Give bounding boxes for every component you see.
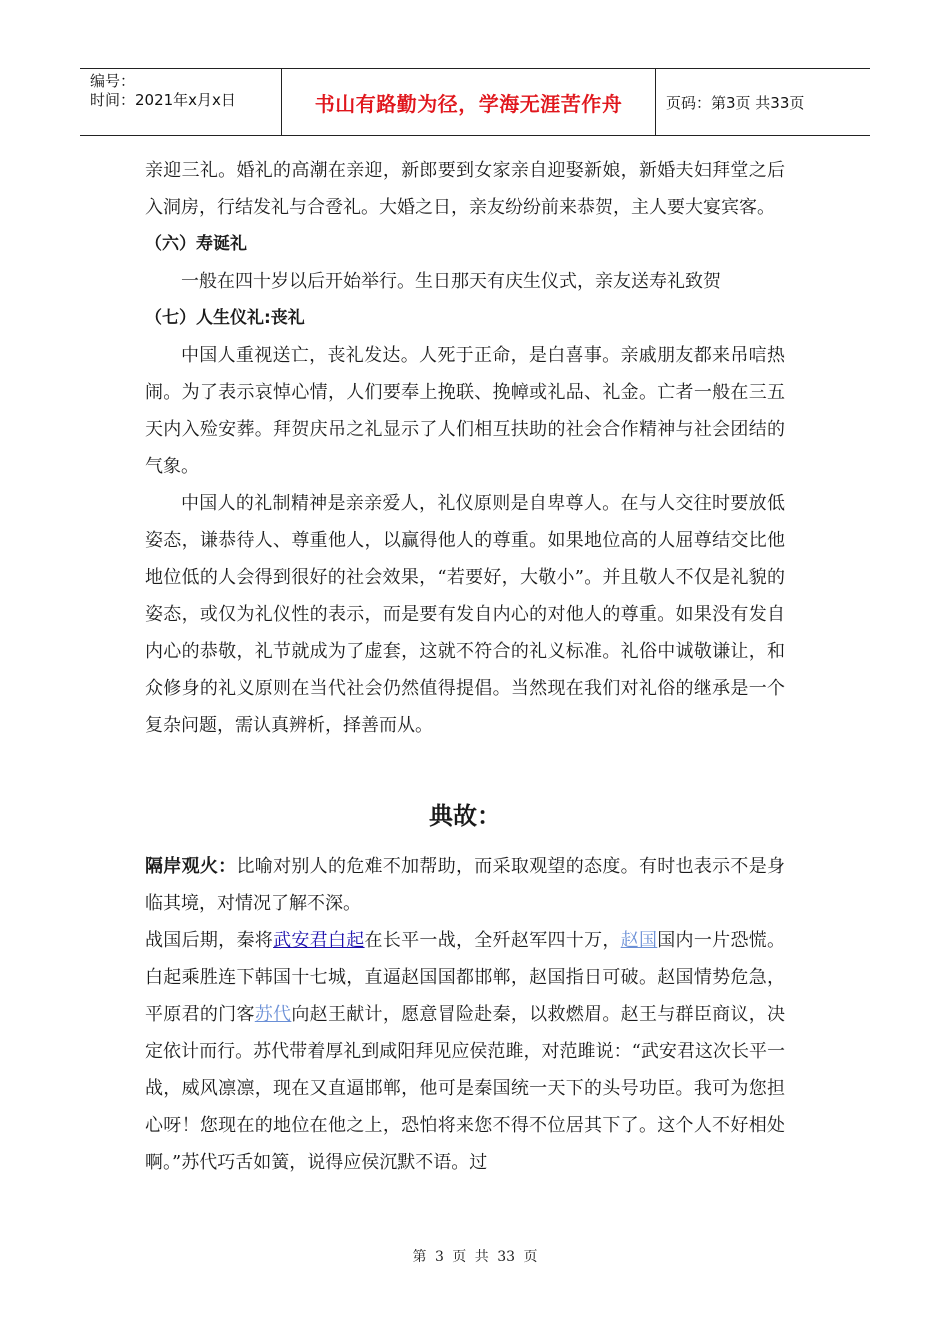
link-bai-qi[interactable]: 武安君白起 (273, 930, 365, 951)
link-su-dai[interactable]: 苏代 (254, 1004, 292, 1025)
paragraph-etiquette-spirit: 中国人的礼制精神是亲亲爱人，礼仪原则是自卑尊人。在与人交往时要放低姿态，谦恭待人、尊重他人，以赢得他人的尊重。如果地位高的人屈尊结交比他地位低的人会得到很好的社会效果，“若要好，大敬小”。并且敬人不仅是礼貌的姿态，或仅为礼仪性的表示，而是要有发自内心的对他人的尊重。如果没有发自内心的恭敬，礼节就成为了虚套，这就不符合的礼义标准。礼俗中诚敬谦让，和众修身的礼义原则在当代社会仍然值得提倡。当然现在我们对礼俗的继承是一个复杂问题，需认真辨析，择善而从。 (145, 493, 785, 736)
story-text: 向赵王献计，愿意冒险赴秦，以救燃眉。赵王与群臣商议，决定依计而行。苏代带着厚礼到咸阳拜见应侯范雎，对范雎说：“武安君这次长平一战，威风凛凛，现在又直逼邯郸，他可是秦国统一天下的头号功臣。我可为您担心呀！您现在的地位在他之上，恐怕将来您不得不位居其下了。这个人不好相处啊。”苏代巧舌如簧，说得应侯沉默不语。过 (145, 1004, 786, 1173)
heading-birthday-rite: （六）寿诞礼 (145, 234, 247, 254)
paragraph-funeral: 中国人重视送亡，丧礼发达。人死于正命，是白喜事。亲戚朋友都来吊唁热闹。为了表示哀悼心情，人们要奉上挽联、挽幛或礼品、礼金。亡者一般在三五天内入殓安葬。拜贺庆吊之礼显示了人们相互扶助的社会合作精神与社会团结的气象。 (145, 345, 785, 477)
story-text: 国内一片恐慌。白起乘胜连下韩国十七城，直逼赵国国都邯郸，赵国指日可破。赵国情势危急，平原君的门客 (145, 930, 786, 1025)
header-time-label: 时间：2021年x月x日 (90, 91, 236, 109)
paragraph-wedding: 亲迎三礼。婚礼的高潮在亲迎，新郎要到女家亲自迎娶新娘，新婚夫妇拜堂之后入洞房，行结发礼与合卺礼。大婚之日，亲友纷纷前来恭贺，主人要大宴宾客。 (145, 160, 785, 218)
page-footer: 第 3 页 共 33 页 (412, 1249, 538, 1265)
header-page-info: 页码：第3页 共33页 (666, 93, 805, 112)
section-title-allusion: 典故： (429, 802, 501, 830)
link-zhao-state[interactable]: 赵国 (620, 930, 658, 951)
paragraph-birthday: 一般在四十岁以后开始举行。生日那天有庆生仪式，亲友送寿礼致贺 (181, 271, 721, 292)
header-meta (80, 69, 282, 135)
story-text: 战国后期，秦将 (145, 930, 274, 951)
allusion-story (145, 922, 785, 1181)
document-body (145, 152, 785, 1181)
heading-funeral-rite: （七）人生仪礼:丧礼 (145, 308, 305, 328)
story-text: 在长平一战，全歼赵军四十万， (364, 930, 621, 951)
allusion-definition-text: 比喻对别人的危难不加帮助，而采取观望的态度。有时也表示不是身临其境，对情况了解不深。 (145, 856, 786, 914)
allusion-definition (145, 848, 785, 922)
allusion-term: 隔岸观火： (145, 856, 237, 877)
header-motto: 书山有路勤为径，学海无涯苦作舟 (282, 69, 656, 135)
header-number-label: 编号： (90, 72, 136, 90)
page-header (80, 68, 870, 136)
